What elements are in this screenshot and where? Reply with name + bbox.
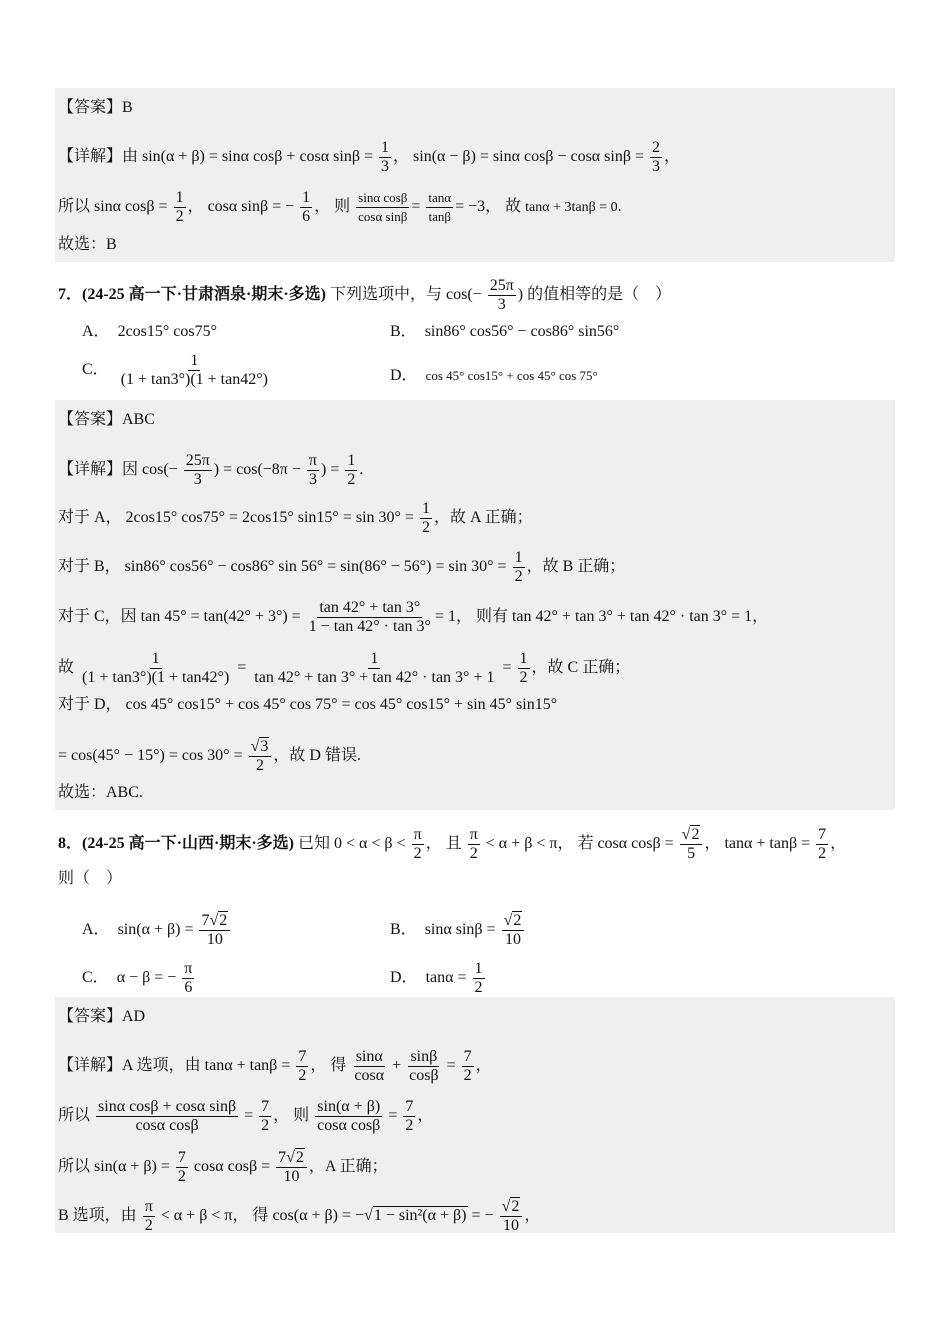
q8-option-c[interactable]: C． α − β = − $\frac{\pi}{6}$ — [82, 960, 193, 996]
detail-7-line5: 故 $\frac{1}{(1 + \tan 3^\circ)(1 + \tan 42^\circ)}$ = $\frac{1}{\tan 42^\circ + \tan 3^\circ + \tan 42^\circ \cdot \tan 3^\circ + 1}$ = $\frac{1}{2}$ ，故 C 正确； — [58, 650, 631, 686]
question-8-then: 则（ ） — [58, 870, 123, 887]
q7-option-d[interactable]: D． cos 45° cos15° + cos 45° cos 75° — [390, 367, 598, 384]
detail-7-line1: 【详解】因 cos(− $\frac{25\pi}{3}$ ) = cos(−8π − $\frac{\pi}{3}$ ) = $\frac{1}{2}$ . — [58, 452, 364, 488]
detail-6-line2: 所以 sinα cosβ = $\frac{1}{2}$ ， cosα sinβ = − $\frac{1}{6}$ ， 则 $\frac{\text{sinα cosβ}}{\text{cosα sinβ}}$ = $\frac{\tan\alpha}{\tan\beta}$ = −3， 故 tanα + 3tanβ = 0. — [58, 189, 622, 225]
pick-6: 故选：B — [58, 236, 117, 253]
detail-7-line2: 对于 A， 2cos15° cos75° = 2cos15° sin15° = sin 30° = $\frac{1}{2}$ ，故 A 正确； — [58, 500, 533, 536]
q7-option-c[interactable]: C． $\frac{1}{(1 + \tan 3^\circ)(1 + \tan 42^\circ)}$ — [82, 352, 268, 388]
detail-8-line3: 所以 sin(α + β) = $\frac{7}{2}$ cosα cosβ = $\frac{7√2}{10}$ ，A 正确； — [58, 1149, 388, 1185]
q7-option-a[interactable]: A． 2cos15° cos75° — [82, 323, 218, 340]
answer-8: 【答案】AD — [58, 1008, 146, 1025]
detail-7-line7: = cos(45° − 15°) = cos 30° = $\frac{√3}{2}$ ，故 D 错误. — [58, 738, 361, 774]
question-7-header: 7．(24-25 高一下·甘肃酒泉·期末·多选) 下列选项中，与 cos(− $\frac{25\pi}{3}$ ) 的值相等的是（ ） — [58, 277, 672, 313]
detail-8-line4: B 选项，由 $\frac{\pi}{2}$ < α + β < π， 得 cos(α + β) = −√1 − sin²(α + β) = − $\frac{√2}{10}$ ， — [58, 1198, 541, 1234]
answer-6: 【答案】B — [58, 99, 133, 116]
q8-option-d[interactable]: D． tanα = $\frac{1}{2}$ — [390, 960, 483, 996]
detail-8-line1: 【详解】A 选项，由 tanα + tanβ = $\frac{7}{2}$ ， 得 $\frac{\sin\alpha}{\cos\alpha}$ + $\frac{\sin\beta}{\cos\beta}$ = $\frac{7}{2}$ ， — [58, 1048, 492, 1084]
q8-option-b[interactable]: B． sinα sinβ = $\frac{√2}{10}$ — [390, 912, 526, 949]
detail-6-line1: 【详解】由 sin(α + β) = sinα cosβ + cosα sinβ = $\frac{1}{3}$ ， sin(α − β) = sinα cosβ − cosα sinβ = $\frac{2}{3}$ ， — [58, 139, 681, 175]
q8-option-a[interactable]: A． sin(α + β) = $\frac{7√2}{10}$ — [82, 912, 232, 949]
detail-8-line2: 所以 $\frac{\text{sinα cosβ + cosα sinβ}}{\text{cosα cosβ}}$ = $\frac{7}{2}$ ， 则 $\frac{\sin(\alpha + \beta)}{\text{cosα cosβ}}$ = $\frac{7}{2}$ ， — [58, 1098, 434, 1134]
question-8-header: 8．(24-25 高一下·山西·期末·多选) 已知 0 < α < β < $\frac{\pi}{2}$ ， 且 $\frac{\pi}{2}$ < α + β < π， 若 cosα cosβ = $\frac{√2}{5}$ ， tanα + tanβ = $\frac{7}{2}$ ， — [58, 826, 847, 862]
answer-7: 【答案】ABC — [58, 411, 155, 428]
detail-7-line4: 对于 C，因 tan 45° = tan(42° + 3°) = $\frac{\tan 42^\circ + \tan 3^\circ}{1 - \tan 42^\circ \cdot \tan 3^\circ}$ = 1， 则有 tan 42° + tan 3° + tan 42° · tan 3° = 1， — [58, 599, 769, 635]
q7-option-b[interactable]: B． sin86° cos56° − cos86° sin56° — [390, 323, 620, 340]
detail-7-line6: 对于 D， cos 45° cos15° + cos 45° cos 75° = cos 45° cos15° + sin 45° sin15° — [58, 696, 558, 713]
pick-7: 故选：ABC. — [58, 784, 143, 801]
detail-7-line3: 对于 B， sin86° cos56° − cos86° sin 56° = sin(86° − 56°) = sin 30° = $\frac{1}{2}$ ，故 B 正确； — [58, 549, 626, 585]
